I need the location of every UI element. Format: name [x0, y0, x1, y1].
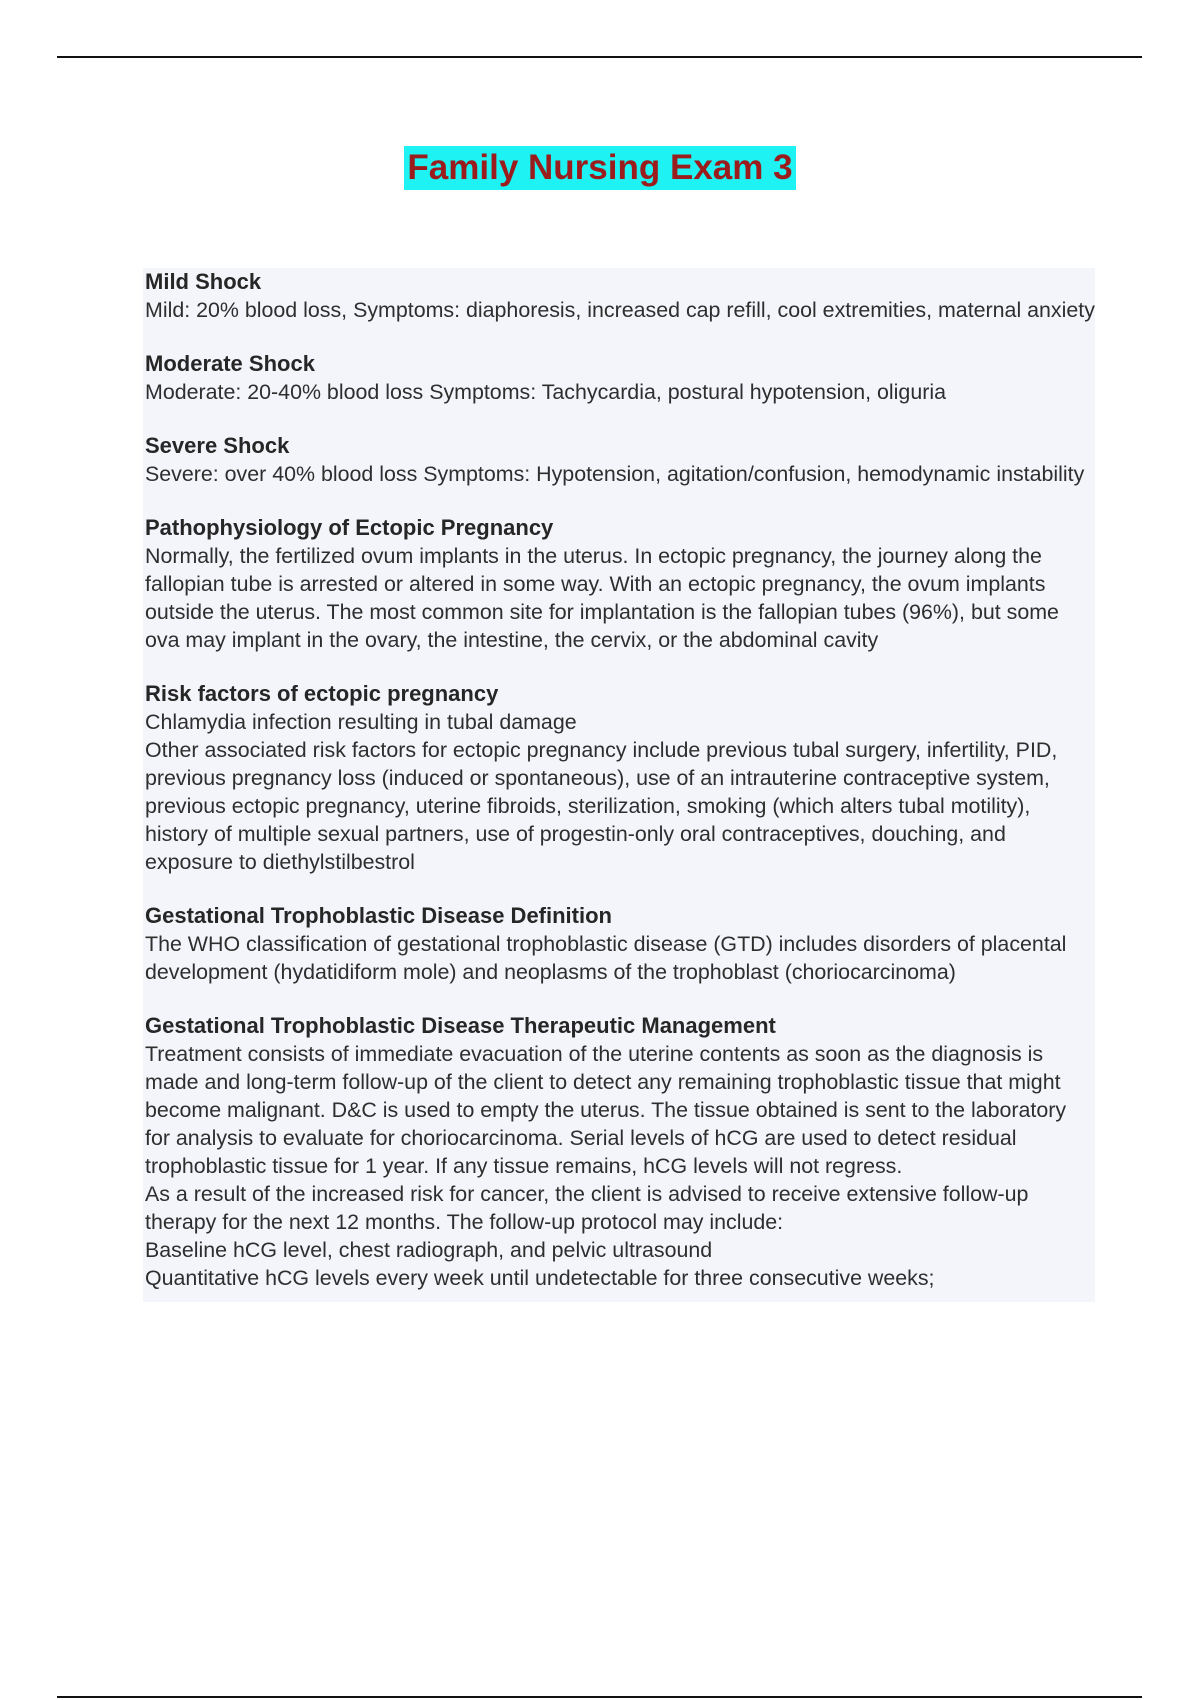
entry-paragraph: The WHO classification of gestational trophoblastic disease (GTD) includes disorders of placental development (hydatidiform mole) and neoplasms of the trophoblast (choriocarcinoma) [145, 932, 1067, 984]
entry-paragraph: Severe: over 40% blood loss Symptoms: Hypotension, agitation/confusion, hemodynamic instability [145, 462, 1085, 486]
entry-paragraph: Mild: 20% blood loss, Symptoms: diaphoresis, increased cap refill, cool extremities, maternal anxiety [145, 298, 1095, 322]
entry-definition [145, 930, 1095, 986]
document-title: Family Nursing Exam 3 [404, 146, 795, 190]
entry-paragraph: Baseline hCG level, chest radiograph, and pelvic ultrasound [145, 1238, 713, 1262]
entry-term: Pathophysiology of Ectopic Pregnancy [145, 515, 554, 540]
flashcard-list [143, 268, 1095, 1302]
entry-definition [145, 296, 1095, 324]
entry-term: Severe Shock [145, 433, 290, 458]
entry-definition [145, 460, 1095, 488]
entry-definition [145, 708, 1095, 876]
entry-term: Gestational Trophoblastic Disease Definition [145, 903, 612, 928]
entry-definition [145, 378, 1095, 406]
entry-ectopic-risk-factors [145, 680, 1095, 876]
header-divider [57, 56, 1142, 58]
entry-paragraph: As a result of the increased risk for cancer, the client is advised to receive extensive follow-up therapy for the next 12 months. The follow-up protocol may include: [145, 1182, 1029, 1234]
entry-paragraph: Treatment consists of immediate evacuation of the uterine contents as soon as the diagnosis is made and long-term follow-up of the client to detect any remaining trophoblastic tissue that might become malignant. D&C is used to empty the uterus. The tissue obtained is sent to the laboratory for analysis to evaluate for choriocarcinoma. Serial levels of hCG are used to detect residual trophoblastic tissue for 1 year. If any tissue remains, hCG levels will not regress. [145, 1042, 1067, 1178]
entry-paragraph: Quantitative hCG levels every week until undetectable for three consecutive weeks; [145, 1266, 935, 1290]
entry-ectopic-pathophysiology [145, 514, 1095, 654]
entry-severe-shock [145, 432, 1095, 488]
entry-mild-shock [145, 268, 1095, 324]
entry-moderate-shock [145, 350, 1095, 406]
entry-paragraph: Normally, the fertilized ovum implants in the uterus. In ectopic pregnancy, the journey along the fallopian tube is arrested or altered in some way. With an ectopic pregnancy, the ovum implants outside the uterus. The most common site for implantation is the fallopian tubes (96%), but some ova may implant in the ovary, the intestine, the cervix, or the abdominal cavity [145, 544, 1059, 652]
entry-term: Mild Shock [145, 269, 262, 294]
entry-gtd-management [145, 1012, 1095, 1292]
title-block [0, 146, 1200, 190]
footer-divider [57, 1696, 1142, 1698]
entry-term: Gestational Trophoblastic Disease Therapeutic Management [145, 1013, 776, 1038]
entry-paragraph: Other associated risk factors for ectopic pregnancy include previous tubal surgery, infertility, PID, previous pregnancy loss (induced or spontaneous), use of an intrauterine contraceptive system, previous ectopic pregnancy, uterine fibroids, sterilization, smoking (which alters tubal motility), history of multiple sexual partners, use of progestin-only oral contraceptives, douching, and exposure to diethylstilbestrol [145, 738, 1058, 874]
entry-definition [145, 1040, 1095, 1292]
entry-gtd-definition [145, 902, 1095, 986]
entry-paragraph: Moderate: 20-40% blood loss Symptoms: Tachycardia, postural hypotension, oliguria [145, 380, 946, 404]
entry-term: Moderate Shock [145, 351, 315, 376]
entry-definition [145, 542, 1095, 654]
entry-paragraph: Chlamydia infection resulting in tubal damage [145, 710, 577, 734]
entry-term: Risk factors of ectopic pregnancy [145, 681, 499, 706]
